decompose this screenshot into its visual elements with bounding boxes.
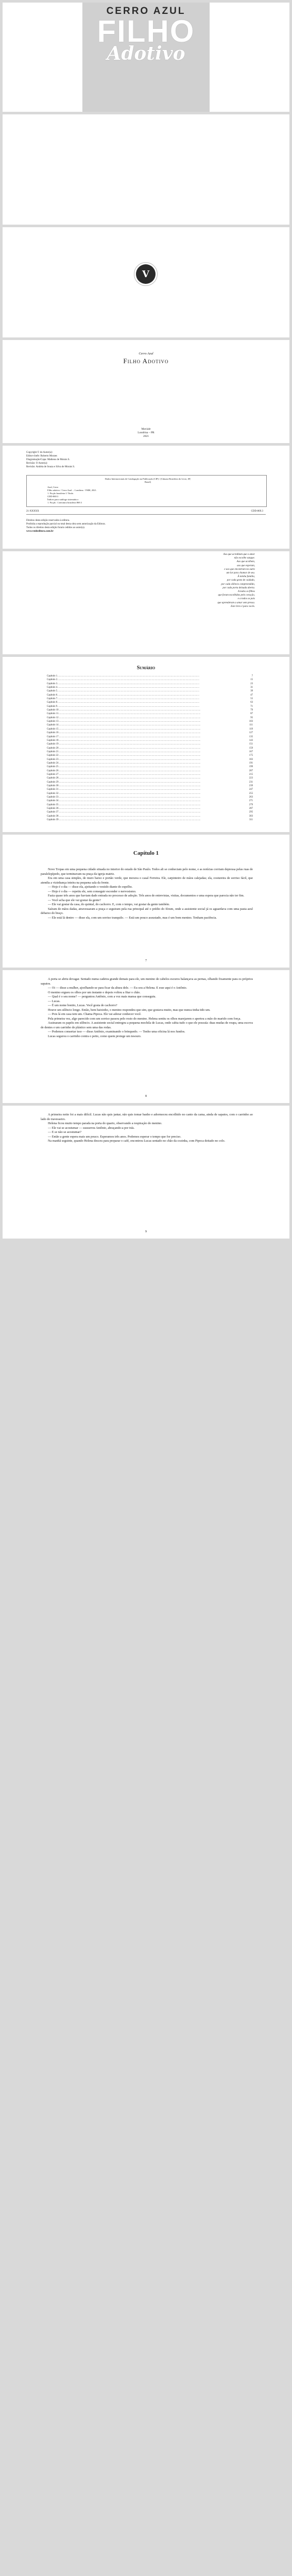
toc-entry[interactable] [47, 739, 253, 742]
blank-page [3, 114, 289, 225]
dedication-line: que foram escolhidos pelo coração, [218, 594, 255, 597]
toc-page-number: 311 [249, 819, 253, 822]
toc-leader [59, 810, 249, 814]
toc-page-number: 15 [250, 679, 253, 682]
publisher-line: Londrina – PR [138, 431, 154, 434]
cip-row: CDD-869.3 [47, 495, 59, 498]
toc-label: Capítulo 11 [47, 713, 59, 716]
cip-row: Índices para catálogo sistemático: [47, 498, 79, 501]
title-author: Cerro Azul [139, 352, 153, 355]
toc-entry[interactable] [47, 795, 253, 799]
toc-entry[interactable] [47, 716, 253, 720]
toc-leader [59, 781, 249, 784]
title-publisher [3, 428, 289, 438]
toc-entry[interactable] [47, 761, 253, 765]
toc-label: Capítulo 38 [47, 815, 59, 818]
toc-leader [57, 705, 250, 708]
cdd-left: 21-XXXXX [26, 510, 39, 513]
toc-label: Capítulo 9 [47, 705, 58, 708]
toc-label: Capítulo 8 [47, 701, 58, 704]
paragraph: O menino ergueu os olhos por um instante e depois voltou a fitar o chão. [48, 990, 141, 994]
cip-row: Azul, Cerro [47, 486, 59, 488]
cover-page [3, 3, 289, 112]
toc-label: Capítulo 12 [47, 716, 59, 719]
toc-leader [59, 769, 249, 773]
toc-page-number: 119 [249, 727, 253, 731]
toc-label: Capítulo 29 [47, 781, 59, 784]
chapter-title: Capítulo 1 [133, 850, 159, 856]
paragraph: Pela primeira vez, algo parecido com um sorriso passou pelo rosto do menino. Helena sentiu os olhos marejarem e apertou a mão do marido com força. [48, 1016, 241, 1021]
toc-entry[interactable] [47, 773, 253, 776]
toc-leader [59, 750, 249, 754]
credit-line: Diagramação/Capa: Matheus de Morais S. [26, 459, 70, 461]
toc-label: Capítulo 32 [47, 792, 59, 795]
paragraph: — Pois lá em casa tem um. Chama Pipoca. Ele vai adorar conhecer você. [48, 1012, 142, 1016]
cover-subtitle: Adotivo [107, 43, 185, 64]
toc-label: Capítulo 15 [47, 727, 59, 731]
toc-leader [59, 739, 249, 742]
toc-page-number: 271 [249, 800, 253, 803]
paragraph: Saíram de mãos dadas, atravessaram a praça e seguiram pela rua principal até o prédio do fórum, onde a assistente social já os aguardava com uma pasta azul debaixo do braço. [41, 907, 253, 915]
page-number: 9 [145, 1230, 147, 1233]
toc-entry[interactable] [47, 735, 253, 739]
toc-leader [58, 712, 250, 716]
toc-page-number: 263 [249, 796, 253, 799]
paragraph: — Qual é o seu nome? — perguntou Antônio, com a voz mais mansa que conseguiu. [48, 995, 157, 998]
cdd-right: CDD-869.3 [251, 510, 263, 513]
toc-label: Capítulo 20 [47, 747, 59, 750]
title-page [3, 340, 289, 443]
cip-row: 1. Ficção : Literatura brasileira 869.3 [47, 501, 82, 504]
paragraph: Houve um silêncio longo. Então, bem baixinho, o menino respondeu que sim, que gostava muito, mas que nunca tinha tido um. [48, 1008, 211, 1012]
paragraph: — Então a gente espera mais um pouco. Esperamos três anos. Podemos esperar o tempo que for preciso. [48, 1134, 181, 1139]
toc-leader [59, 758, 249, 761]
toc-leader [59, 765, 249, 769]
toc-label: Capítulo 4 [47, 686, 58, 689]
dedication-line: que aprenderam a amar sem pressa. [217, 601, 255, 604]
toc-label: Capítulo 5 [47, 690, 58, 693]
paragraph: A primeira noite foi a mais difícil. Lucas não quis jantar, não quis tomar banho e adormeceu encolhido no canto da cama, ainda de sapatos, com o carrinho ao lado do travesseiro. [41, 1113, 253, 1121]
dedication-line: por cada silêncio compreendido, [221, 583, 255, 586]
dedication-line: À minha família, [237, 575, 255, 579]
paragraph: Assinaram os papéis em silêncio. A assistente social entregou a pequena mochila de Lucas, onde cabia tudo o que ele possuía: duas mudas de roupa, uma escova de dentes e um carrinho de plástico sem uma das rodas. [41, 1021, 253, 1029]
toc-entry[interactable] [47, 712, 253, 716]
toc-page-number: 151 [249, 743, 253, 746]
toc-label: Capítulo 25 [47, 766, 59, 769]
paragraph: — Você acha que ele vai gostar da gente? [48, 898, 101, 902]
toc-page-number: 223 [249, 777, 253, 780]
toc-leader [59, 742, 249, 746]
toc-label: Capítulo 6 [47, 693, 58, 697]
toc-label: Capítulo 23 [47, 758, 59, 761]
toc-leader [57, 697, 250, 701]
toc-entry[interactable] [47, 776, 253, 780]
toc-label: Capítulo 22 [47, 754, 59, 757]
dedication-line: não escolhe sangue. [234, 557, 255, 560]
toc-label: Capítulo 19 [47, 743, 59, 746]
toc-entry[interactable] [47, 742, 253, 746]
dedication-line: por cada gesto de cuidado, [227, 579, 255, 582]
toc-list [47, 674, 253, 822]
toc-leader [57, 674, 251, 678]
toc-leader [59, 784, 249, 788]
toc-entry[interactable] [47, 705, 253, 708]
toc-entry[interactable] [47, 788, 253, 791]
toc-leader [59, 731, 249, 735]
toc-entry[interactable] [47, 674, 253, 678]
toc-label: Capítulo 33 [47, 796, 59, 799]
dedication-line: A todos os filhos [237, 590, 255, 594]
toc-entry[interactable] [47, 807, 253, 810]
toc-page-number: 279 [249, 803, 253, 806]
toc-page-number: 63 [250, 701, 253, 704]
toc-entry[interactable] [47, 815, 253, 818]
toc-label: Capítulo 2 [47, 679, 58, 682]
chapter-text [41, 977, 253, 1039]
toc-label: Capítulo 36 [47, 807, 59, 810]
rights-line: Proibida a reprodução parcial ou total desta obra sem autorização da Editora. [26, 523, 106, 526]
toc-entry[interactable] [47, 697, 253, 701]
rights-line: www.vmheditora.com.br [26, 530, 54, 533]
toc-page-number: 23 [250, 682, 253, 685]
cip-title: Dados Internacionais de Catalogação na Publicação (CIP) / (Câmara Brasileira do Livro, SP, Brasil) [105, 478, 191, 483]
toc-page-number: 127 [249, 732, 253, 735]
toc-page-number: 95 [250, 716, 253, 719]
toc-entry[interactable] [47, 810, 253, 814]
cip-row: Filho adotivo / Cerro Azul. – Londrina : VMH, 2021. [47, 489, 97, 492]
toc-leader [59, 788, 249, 791]
toc-page-number: 39 [250, 690, 253, 693]
cover-band [82, 3, 210, 112]
paragraph: — Ele está lá dentro — disse ela, com um sorriso tranquilo. — Está um pouco assustado, mas é um bom menino. Tenham paciência. [48, 916, 217, 920]
credit-line: Editor-chefe: Roberto Moraes [26, 455, 57, 457]
toc-leader [59, 727, 249, 731]
toc-leader [59, 720, 249, 723]
toc-page-number: 183 [249, 758, 253, 761]
paragraph: — Ele vai se acostumar — sussurrou Antônio, abraçando-a por trás. [48, 1126, 135, 1130]
chapter-text [41, 868, 253, 920]
toc-entry[interactable] [47, 731, 253, 735]
toc-leader [57, 689, 250, 693]
paragraph: — Hoje é o dia — repetiu ele, sem conseguir esconder o nervosismo. [48, 889, 136, 893]
dedication-line: e aos que encontram no outro [224, 568, 255, 571]
toc-leader [59, 708, 251, 712]
toc-entry[interactable] [47, 747, 253, 750]
toc-leader [57, 686, 250, 689]
toc-page-number: 247 [249, 788, 253, 791]
toc-leader [57, 701, 250, 704]
toc-leader [59, 723, 250, 727]
toc-label: Capítulo 30 [47, 784, 59, 787]
toc-leader [57, 693, 250, 697]
toc-page-number: 7 [251, 675, 253, 677]
toc-page-number: 143 [249, 739, 253, 742]
toc-label: Capítulo 14 [47, 724, 59, 727]
toc-page-number: 111 [249, 724, 253, 727]
toc-leader [57, 682, 250, 686]
toc-leader [59, 818, 249, 822]
paragraph: Fazia quase três anos que haviam dado entrada no processo de adoção. Três anos de entrevistas, visitas, documentos e uma espera que parecia não ter fim. [48, 894, 245, 897]
toc-label: Capítulo 21 [47, 750, 59, 753]
toc-leader [59, 815, 249, 818]
toc-page-number: 199 [249, 766, 253, 769]
credit-line: Revisão: Andréa de Souza e Silva de Morais S. [26, 466, 75, 468]
toc-leader [59, 803, 249, 807]
toc-leader [59, 761, 249, 765]
toc-label: Capítulo 34 [47, 800, 59, 803]
toc-page-number: 71 [250, 705, 253, 708]
toc-leader [57, 678, 250, 682]
toc-leader [59, 735, 249, 739]
paragraph: Nove Tropas em uma pequena cidade situada no interior do estado de São Paulo. Todos ali se conheciam pelo nome, e as notícias corriam depressa pelas ruas de paralelepípedo, que terminavam na praça da igreja matriz. [41, 868, 253, 876]
toc-entry[interactable] [47, 784, 253, 788]
toc-label: Capítulo 17 [47, 735, 59, 738]
toc-entry[interactable] [47, 803, 253, 807]
toc-page-number: 135 [249, 735, 253, 738]
toc-entry[interactable] [47, 686, 253, 689]
cip-box [26, 475, 267, 507]
paragraph: Lucas segurou o carrinho contra o peito, como quem protege um tesouro. [48, 1034, 142, 1038]
toc-leader [59, 773, 249, 776]
toc-label: Capítulo 24 [47, 761, 59, 765]
toc-page-number: 295 [249, 811, 253, 814]
toc-label: Capítulo 28 [47, 777, 59, 780]
dedication-page [3, 551, 289, 654]
toc-entry[interactable] [47, 792, 253, 795]
dedication-line: por cada porta deixada aberta. [222, 586, 255, 589]
publisher-logo-page [3, 227, 289, 337]
toc-entry[interactable] [47, 701, 253, 704]
publisher-logo-icon [136, 264, 156, 284]
dedication-line: aos que esperam, [237, 564, 255, 567]
divider [26, 514, 266, 515]
copyright-credits [26, 451, 263, 469]
page-number: 7 [145, 959, 147, 962]
toc-label: Capítulo 27 [47, 773, 59, 776]
toc-page-number: 159 [249, 747, 253, 750]
toc-entry[interactable] [47, 682, 253, 686]
title-text: Filho Adotivo [123, 357, 169, 365]
toc-label: Capítulo 18 [47, 739, 59, 742]
dedication-line: Aos que acreditam que o amor [223, 553, 255, 556]
toc-page-number: 255 [249, 792, 253, 795]
credit-line: Copyright © do Autor(a): [26, 451, 53, 454]
paragraph: — É um nome bonito, Lucas. Você gosta de cachorro? [48, 1004, 117, 1007]
dedication-line: Este livro é para vocês. [231, 605, 255, 608]
credit-line: Revisão: O Autor(a) [26, 462, 47, 465]
paragraph: — Podemos consertar isso — disse Antônio, examinando o brinquedo. — Tenho uma oficina lá nos fundos. [48, 1030, 185, 1033]
toc-entry[interactable] [47, 720, 253, 723]
toc-entry[interactable] [47, 758, 253, 761]
paragraph: — E se não se acostumar? [48, 1130, 82, 1134]
paragraph: — Oi — disse a mulher, ajoelhando-se para ficar da altura dele. — Eu sou a Helena. E esse aqui é o Antônio. [48, 986, 187, 990]
chapter-text [41, 1113, 253, 1144]
toc-entry[interactable] [47, 799, 253, 803]
toc-page-number: 31 [250, 686, 253, 689]
toc-title: Sumário [136, 665, 156, 671]
toc-label: Capítulo 35 [47, 803, 59, 806]
toc-page-number: 215 [249, 773, 253, 776]
toc-leader [59, 754, 249, 757]
toc-entry[interactable] [47, 769, 253, 773]
cover-series: CERRO AZUL [106, 6, 186, 16]
paragraph: A porta se abriu devagar. Sentado numa cadeira grande demais para ele, um menino de cabelos escuros balançava as pernas, olhando fixamente para os próprios sapatos. [41, 977, 253, 986]
toc-label: Capítulo 26 [47, 769, 59, 772]
dedication-line: um lar para chamar de seu. [226, 572, 255, 575]
toc-label: Capítulo 37 [47, 811, 59, 814]
paragraph: Na manhã seguinte, quando Helena desceu para preparar o café, encontrou Lucas sentado no chão da cozinha, com Pipoca deitado no colo. [48, 1139, 226, 1143]
toc-page-number: 207 [249, 769, 253, 772]
publisher-line: Maviale [141, 428, 151, 431]
dedication-line: e a todos os pais [237, 598, 255, 601]
dedication-line: Aos que acolhem, [236, 561, 255, 564]
toc-leader [59, 792, 249, 795]
toc-leader [59, 776, 249, 780]
toc-page-number: 231 [249, 781, 253, 784]
toc-entry[interactable] [47, 754, 253, 757]
paragraph: Era em uma casa simples, de muro baixo e portão verde, que morava o casal Ferreira. Ele, carpinteiro de mãos calejadas; ela, costureira de sorriso fácil, que atendia a vizinhança inteira na pequena sala da frente. [41, 876, 253, 885]
page-number: 8 [145, 1095, 147, 1098]
toc-page-number: 175 [249, 754, 253, 757]
cip-rows [47, 486, 181, 504]
chapter-page [3, 835, 289, 968]
publisher-line: 2021 [143, 435, 149, 438]
toc-entry[interactable] [47, 693, 253, 697]
toc-page-number: 55 [250, 698, 253, 701]
toc-page-number: 79 [250, 709, 253, 712]
paragraph: — Ele vai gostar da casa, do quintal, do cachorro. E, com o tempo, vai gostar da gente também. [48, 903, 170, 906]
toc-leader [59, 716, 251, 720]
toc-entry[interactable] [47, 689, 253, 693]
toc-label: Capítulo 39 [47, 819, 59, 822]
toc-page-number: 87 [250, 713, 253, 716]
toc-entry[interactable] [47, 781, 253, 784]
toc-page-number: 239 [249, 784, 253, 787]
toc-entry[interactable] [47, 678, 253, 682]
cover-title: FILHO [97, 14, 195, 48]
toc-label: Capítulo 31 [47, 788, 59, 791]
toc-page-number: 287 [249, 807, 253, 810]
toc-entry[interactable] [47, 818, 253, 822]
toc-label: Capítulo 1 [47, 675, 58, 677]
toc-entry[interactable] [47, 765, 253, 769]
copyright-page [3, 446, 289, 549]
paragraph: — Lucas. [48, 999, 61, 1003]
rights-line: Direitos desta edição reservados à editora. [26, 519, 70, 522]
rights-line: Todos os direitos desta edição foram cedidos ao autor(a). [26, 527, 85, 529]
toc-leader [59, 747, 249, 750]
paragraph: — Hoje é o dia — disse ela, ajeitando o vestido diante do espelho. [48, 885, 133, 889]
dedication-text [167, 553, 255, 608]
rights-text [26, 519, 263, 533]
toc-label: Capítulo 10 [47, 709, 59, 712]
toc-entry[interactable] [47, 723, 253, 727]
toc-entry[interactable] [47, 750, 253, 754]
toc-label: Capítulo 7 [47, 698, 58, 701]
toc-label: Capítulo 16 [47, 732, 59, 735]
toc-leader [59, 807, 249, 810]
toc-page-number: 191 [249, 761, 253, 765]
toc-page-number: 167 [249, 750, 253, 753]
toc-page-number: 103 [249, 720, 253, 723]
toc-entry[interactable] [47, 727, 253, 731]
toc-leader [59, 795, 249, 799]
toc-label: Capítulo 13 [47, 720, 59, 723]
chapter-page [3, 970, 289, 1103]
toc-leader [59, 799, 249, 803]
toc-entry[interactable] [47, 708, 253, 712]
cip-row: 1. Ficção brasileira I. Título. [47, 492, 74, 495]
logo-letter: V [142, 268, 149, 280]
toc-page-number: 303 [249, 815, 253, 818]
toc-page-number: 47 [250, 693, 253, 697]
toc-label: Capítulo 3 [47, 682, 58, 685]
paragraph: Helena ficou muito tempo parada na porta do quarto, observando a respiração do menino. [48, 1122, 162, 1125]
chapter-page [3, 1106, 289, 1239]
toc-page [3, 657, 289, 832]
